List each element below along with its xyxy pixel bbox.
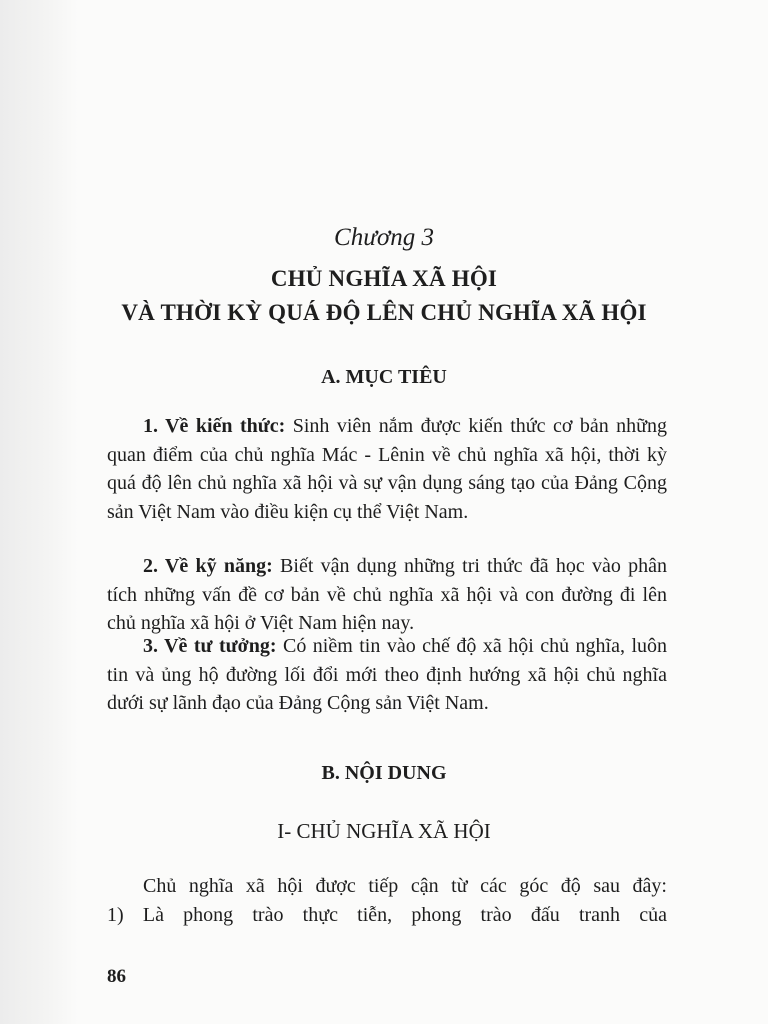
objective-text: Biết vận dụng những tri thức đã học vào phân tích những vấn đề cơ bản về chủ nghĩa xã hội và con đường đi lên chủ nghĩa xã hội ở Việt Nam hiện nay. (107, 555, 667, 635)
objective-text: Có niềm tin vào chế độ xã hội chủ nghĩa, luôn tin và ủng hộ đường lối đổi mới theo định hướng xã hội chủ nghĩa dưới sự lãnh đạo của Đảng Cộng sản Việt Nam. (107, 635, 668, 715)
body-list-item-1: 1) Là phong trào thực tiễn, phong trào đấu tranh của (107, 904, 667, 926)
objective-label: 1. Về kiến thức: (143, 415, 286, 437)
chapter-label: Chương 3 (334, 224, 434, 251)
chapter-title-line-2: VÀ THỜI KỲ QUÁ ĐỘ LÊN CHỦ NGHĨA XÃ HỘI (121, 300, 647, 325)
objective-paragraph-ideology (107, 632, 667, 718)
objective-label: 3. Về tư tưởng: (143, 635, 277, 657)
scan-margin-shade (0, 0, 78, 1024)
chapter-title-line-1: CHỦ NGHĨA XÃ HỘI (270, 266, 498, 291)
page-number: 86 (107, 966, 126, 987)
subsection-heading: I- CHỦ NGHĨA XÃ HỘI (277, 819, 491, 843)
body-paragraph-intro: Chủ nghĩa xã hội được tiếp cận từ các góc độ sau đây: (143, 875, 667, 897)
section-heading-objectives: A. MỤC TIÊU (321, 366, 447, 388)
objective-paragraph-skills (107, 552, 667, 638)
objective-paragraph-knowledge (107, 412, 667, 526)
objective-text: Sinh viên nắm được kiến thức cơ bản những quan điểm của chủ nghĩa Mác - Lênin về chủ nghĩa xã hội, thời kỳ quá độ lên chủ nghĩa xã hội và sự vận dụng sáng tạo của Đảng Cộng sản Việt Nam vào điều kiện cụ thể Việt Nam. (107, 415, 667, 523)
section-heading-content: B. NỘI DUNG (321, 762, 447, 784)
objective-label: 2. Về kỹ năng: (143, 555, 273, 577)
